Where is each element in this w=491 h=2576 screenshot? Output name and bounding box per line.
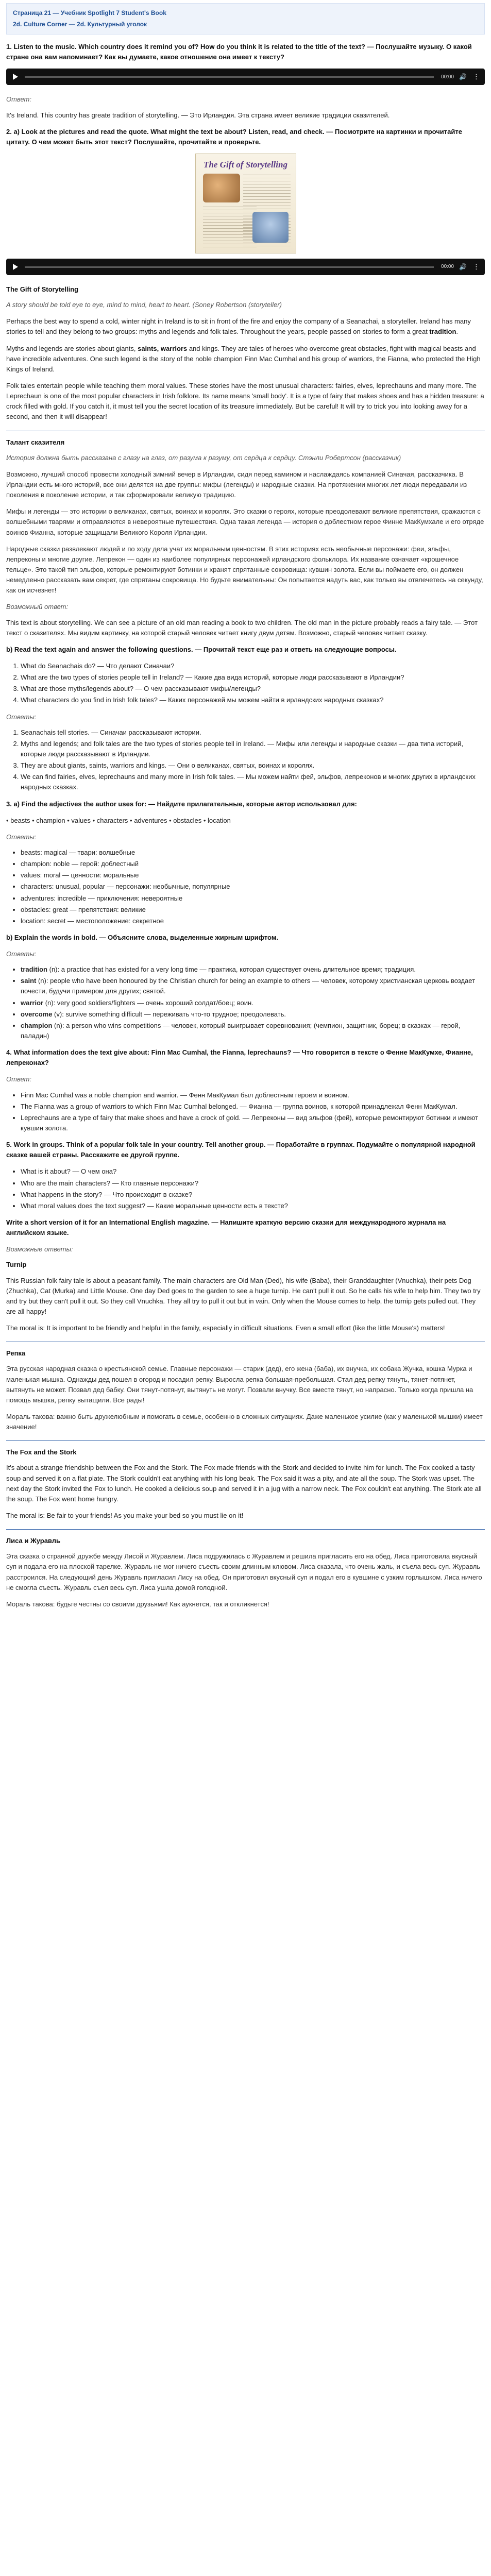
quote: A story should be told eye to eye, mind to mind, heart to heart. (Soney Robertson (storyteller) [6, 301, 282, 309]
text-paragraph: Perhaps the best way to spend a cold, winter night in Ireland is to sit in front of the fire and enjoy the company of a Seanachai, a storyteller. Ireland has many stories to tell and they belong to two groups: myths and legends and folk tales. Throughout the years, people passed on stories to form a great tradition. [6, 317, 471, 336]
page [0, 3, 491, 1609]
play-icon[interactable] [11, 263, 20, 271]
possible-answers-label: Возможные ответы: [6, 1245, 73, 1253]
text-lines-decoration [203, 207, 257, 250]
list-item: 3. What are those myths/legends about? — О чем рассказывают мифы/легенды? [21, 684, 485, 694]
answer-list [6, 727, 485, 793]
list-item: • What is it about? — О чем она? [21, 1166, 485, 1177]
list-item: 2. Myths and legends; and folk tales are the two types of stories people tell in Ireland. — Мифы или легенды и народные сказки — два типа историй, которые люди рассказывают в Ирландии. [21, 739, 485, 759]
list-item: • obstacles: great — препятствия: великие [21, 905, 485, 915]
list-item: • location: secret — местоположение: секретное [21, 916, 485, 926]
story-text: It's about a strange friendship between the Fox and the Stork. The Fox made friends with the Stork and decided to invite him for lunch. The Fox cooked a tasty soup and served it on a flat plate. The Stork couldn't eat anything with his long beak. The Fox said it was a pity, and ate all the soup. The Stork was upset. The next day the Stork invited the Fox to lunch. He cooked a delicious soup and served it in a jug with a narrow neck. The Fox couldn't eat anything. The Stork ate all the soup. The Fox went home hungry. [6, 1464, 482, 1503]
ru-story-moral: Мораль такова: важно быть дружелюбным и помогать в семье, особенно в сложных ситуациях. Даже маленькое усилие (как у маленькой мышки) имеет значение! [6, 1412, 483, 1431]
text-paragraph: Folk tales entertain people while teaching them moral values. These stories have the most unusual characters: fairies, elves, leprechauns and many more. The Leprechaun is one of the most popular characters in Irish folklore. Its name means 'small body'. It is a type of fairy that makes shoes and has a hidden treasure: a crock filled with gold. If you catch it, it must tell you the secret location of its treasure immediately. But be careful! It will try to trick you into looking away for a second, and then it will disappear! [6, 382, 484, 421]
divider [6, 1529, 485, 1530]
task2-question: 2. a) Look at the pictures and read the quote. What might the text be about? Listen, read, and check. — Посмотрите на картинки и прочитайте цитату. О чем может быть этот текст? Послушайте, прочитайте и проверьте. [6, 127, 462, 146]
ru-paragraph: Народные сказки развлекают людей и по ходу дела учат их моральным ценностям. В этих историях есть необычные персонажи: феи, эльфы, лепреконы и многие другие. Лепрекон — один из наиболее популярных персонажей ирландского фольклора. Их название означает «крошечное тельце». Это такой тип эльфов, которые ремонтируют ботинки и хранят спрятанные сокровища: кувшин золота. Если вы поймаете его, он должен немедленно рассказать вам секрет, где спрятаны сокровища. Но будьте внимательны: Он попытается надуть вас, как только вы отвлечетесь на секунду, как он исчезнет! [6, 545, 483, 595]
ru-title: Талант сказителя [6, 438, 65, 446]
audio-progress-track[interactable] [25, 266, 434, 268]
answer-label: Ответы: [6, 713, 37, 721]
answer-label: Ответ: [6, 95, 31, 104]
audio-player-1[interactable] [6, 69, 485, 85]
audio-time: 00:00 [441, 264, 454, 270]
list-item: • What happens in the story? — Что происходит в сказке? [21, 1190, 485, 1200]
text-paragraph: Myths and legends are stories about giants, saints, warriors and kings. They are tales of heroes who overcome great obstacles, fight with magical beasts and have incredible adventures. One such legend is the story of the noble champion Finn Mac Cumhal and his group of warriors, the Fianna, who protected the High Kings of Ireland. [6, 344, 481, 373]
task4-question: 4. What information does the text give about: Finn Mac Cumhal, the Fianna, leprechauns? — Что говорится в тексте о Фенне МакКумхе, Фианне, лепреконах? [6, 1048, 473, 1067]
answer-label: Ответы: [6, 833, 37, 841]
possible-answer: This text is about storytelling. We can see a picture of an old man reading a book to two children. The old man in the picture probably reads a fairy tale. — Этот текст о сказителях. Мы видим картинку, на которой старый человек читает книгу двум детям. Возможно, старый человек читает сказку. [6, 618, 478, 637]
question-list [6, 661, 485, 706]
ru-quote: История должна быть рассказана с глазу на глаз, от разума к разуму, от сердца к сердцу. Стэнли Робертсон (рассказчик) [6, 453, 401, 462]
list-item: • values: moral — ценности: моральные [21, 870, 485, 880]
answer-label: Ответы: [6, 950, 37, 958]
task1-answer: It's Ireland. This country has greate tradition of storytelling. — Это Ирландия. Эта страна имеет великие традиции сказителей. [6, 111, 390, 119]
textbook-page-image [195, 154, 296, 253]
list-item: 1. What do Seanachais do? — Что делают Синачаи? [21, 661, 485, 671]
story-moral: The moral is: It is important to be friendly and helpful in the family, especially in difficult situations. Even a small effort (like the little Mouse's) matters! [6, 1324, 445, 1332]
breadcrumb-link-page[interactable]: Страница 21 — Учебник Spotlight 7 Student's Book [13, 9, 166, 16]
ru-story-title: Репка [6, 1349, 26, 1358]
answer-list [6, 964, 485, 1041]
play-icon[interactable] [11, 73, 20, 81]
leprechaun-picture [252, 212, 289, 243]
list-item: • champion (n): a person who wins competitions — человек, который выигрывает соревнования; (чемпион, защитник, борец; в сказках — герой, паладин) [21, 1021, 485, 1041]
list-item: 1. Seanachais tell stories. — Синачаи рассказывают истории. [21, 727, 485, 738]
word-list: • beasts • champion • values • characters • adventures • obstacles • location [6, 816, 231, 824]
volume-icon[interactable]: 🔊 [459, 73, 467, 81]
list-item: • What moral values does the text suggest? — Какие моральные ценности есть в тексте? [21, 1201, 485, 1211]
audio-progress-track[interactable] [25, 76, 434, 78]
list-item: • warrior (n): very good soldiers/fighters — очень хороший солдат/боец; воин. [21, 998, 485, 1008]
answer-list [6, 848, 485, 926]
audio-player-2[interactable] [6, 259, 485, 275]
list-item: • saint (n): people who have been honoured by the Christian church for being an example to others — человек, которому христианская церковь воздает почести, будучи примером для других; святой. [21, 976, 485, 996]
list-item: • characters: unusual, popular — персонажи: необычные, популярные [21, 882, 485, 892]
text-title: The Gift of Storytelling [6, 285, 79, 294]
ru-paragraph: Мифы и легенды — это истории о великанах, святых, воинах и королях. Это сказки о героях, которые преодолевают великие препятствия, сражаются с волшебными тварями и отправляются в невероятные путешествия. Одна такая легенда — история о доблестном герое Финне МакКумхале и его отряде воинов Фианна, которые защищали Великого Короля Ирландии. [6, 507, 484, 536]
task1-question: 1. Listen to the music. Which country does it remind you of? How do you think it is related to the title of the text? — Послушайте музыку. О какой стране она вам напоминает? Как вы думаете, какое отношение она имеет к тексту? [6, 43, 472, 61]
ru-story-title: Лиса и Журавль [6, 1537, 60, 1545]
volume-icon[interactable]: 🔊 [459, 263, 467, 270]
task3b-question: b) Explain the words in bold. — Объясните слова, выделенные жирным шрифтом. [6, 933, 279, 941]
storyteller-picture [203, 174, 240, 202]
ru-paragraph: Возможно, лучший способ провести холодный зимний вечер в Ирландии, сидя перед камином и наслаждаясь компанией Синачая, рассказчика. В Ирландии есть много историй, все они делятся на две группы: мифы (легенды) и народные сказки. На протяжении многих лет люди передавали из поколения в поколение истории, и так сформировали великую традицию. [6, 470, 467, 499]
divider [6, 1440, 485, 1441]
question-list [6, 1166, 485, 1211]
list-item: • Finn Mac Cumhal was a noble champion and warrior. — Фенн МакКумал был доблестным героем и воином. [21, 1090, 485, 1100]
breadcrumb-link-section[interactable]: 2d. Culture Corner — 2d. Культурный уголок [13, 20, 147, 28]
story-title: Turnip [6, 1261, 27, 1269]
ru-story-text: Эта сказка о странной дружбе между Лисой и Журавлем. Лиса подружилась с Журавлем и решила пригласить его на обед. Лиса приготовила вкусный суп и подала его на плоской тарелке. Журавль не мог ничего съесть своим длинным клювом. Лиса сказала, что очень жаль, и съела весь суп. Журавль расстроился. На следующий день Журавль пригласил Лису на обед. Он приготовил вкусный суп и подал его в кувшине с узким горлышком. Лиса ничего не смогла съесть. Журавль съел весь суп. Лиса ушла домой голодной. [6, 1552, 482, 1591]
list-item: 4. We can find fairies, elves, leprechauns and many more in Irish folk tales. — Мы можем найти фей, эльфов, лепреконов и многих других в ирландских народных сказках. [21, 772, 485, 792]
list-item: • Who are the main characters? — Кто главные персонажи? [21, 1178, 485, 1189]
task3a-question: 3. a) Find the adjectives the author uses for: — Найдите прилагательные, которые автор использовал для: [6, 800, 357, 808]
list-item: 2. What are the two types of stories people tell in Ireland? — Какие два вида историй, которые люди рассказывают в Ирландии? [21, 672, 485, 683]
list-item: • overcome (v): survive something difficult — переживать что-то трудное; преодолевать. [21, 1009, 485, 1020]
task5-question: 5. Work in groups. Think of a popular folk tale in your country. Tell another group. — Поработайте в группах. Подумайте о популярной народной сказке вашей страны. Расскажите ее другой группе. [6, 1141, 476, 1159]
list-item: • The Fianna was a group of warriors to which Finn Mac Cumhal belonged. — Фианна — группа воинов, к которой принадлежал Фенн МакКумал. [21, 1101, 485, 1112]
list-item: • adventures: incredible — приключения: невероятные [21, 893, 485, 904]
task6-question: Write a short version of it for an International English magazine. — Напишите краткую версию сказки для международного журнала на английском языке. [6, 1218, 446, 1237]
ru-story-text: Эта русская народная сказка о крестьянской семье. Главные персонажи — старик (дед), его жена (баба), их внучка, их собака Жучка, кошка Мурка и маленькая мышка. Однажды дед пошел в огород и посадил репку. Выросла репка большая-пребольшая. Стал дед репку тянуть, тянет-потянет, вытянуть не может. Позвал дед бабку. Они тянут-потянут, вытянуть не могут. Позвали внучку. Все вместе тянут, но напрасно. Только когда пришла на помощь мышка, репку вытащили. Все рады! [6, 1365, 473, 1404]
story-text: This Russian folk fairy tale is about a peasant family. The main characters are Old Man (Ded), his wife (Baba), their Granddaughter (Vnuchka), their pets Dog (Zhuchka), Cat (Murka) and Little Mouse. One day Ded goes to the garden to see a huge turnip. He can't pull it out. So he calls his wife to help him. They two try and try but they can't pull it out. So they call Vnuchka. They all try to pull it out but in vain. Only when the Mouse comes to help, the turnip gets pulled out. They are all happy! [6, 1276, 481, 1315]
breadcrumb [6, 3, 485, 35]
task2b-question: b) Read the text again and answer the following questions. — Прочитай текст еще раз и ответь на следующие вопросы. [6, 645, 397, 653]
more-options-icon[interactable]: ⋮ [473, 262, 480, 270]
figure-title: The Gift of Storytelling [204, 160, 287, 170]
story-title: The Fox and the Stork [6, 1448, 77, 1456]
more-options-icon[interactable]: ⋮ [473, 73, 480, 81]
list-item: • Leprechauns are a type of fairy that make shoes and have a crock of gold. — Лепреконы — вид эльфов (фей), которые ремонтируют ботинки и имеют кувшин золота. [21, 1113, 485, 1133]
ru-story-moral: Мораль такова: будьте честны со своими друзьями! Как аукнется, так и откликнется! [6, 1600, 269, 1608]
audio-time: 00:00 [441, 74, 454, 80]
answer-label: Ответ: [6, 1075, 31, 1083]
list-item: 3. They are about giants, saints, warriors and kings. — Они о великанах, святых, воинах и королях. [21, 760, 485, 771]
list-item: 4. What characters do you find in Irish folk tales? — Каких персонажей мы можем найти в ирландских народных сказках? [21, 695, 485, 705]
list-item: • tradition (n): a practice that has existed for a very long time — практика, которая существует очень длительное время; традиция. [21, 964, 485, 975]
list-item: • beasts: magical — твари: волшебные [21, 848, 485, 858]
possible-answer-label: Возможный ответ: [6, 603, 69, 611]
list-item: • champion: noble — герой: доблестный [21, 859, 485, 869]
story-moral: The moral is: Be fair to your friends! As you make your bed so you must lie on it! [6, 1511, 244, 1519]
answer-list [6, 1090, 485, 1134]
